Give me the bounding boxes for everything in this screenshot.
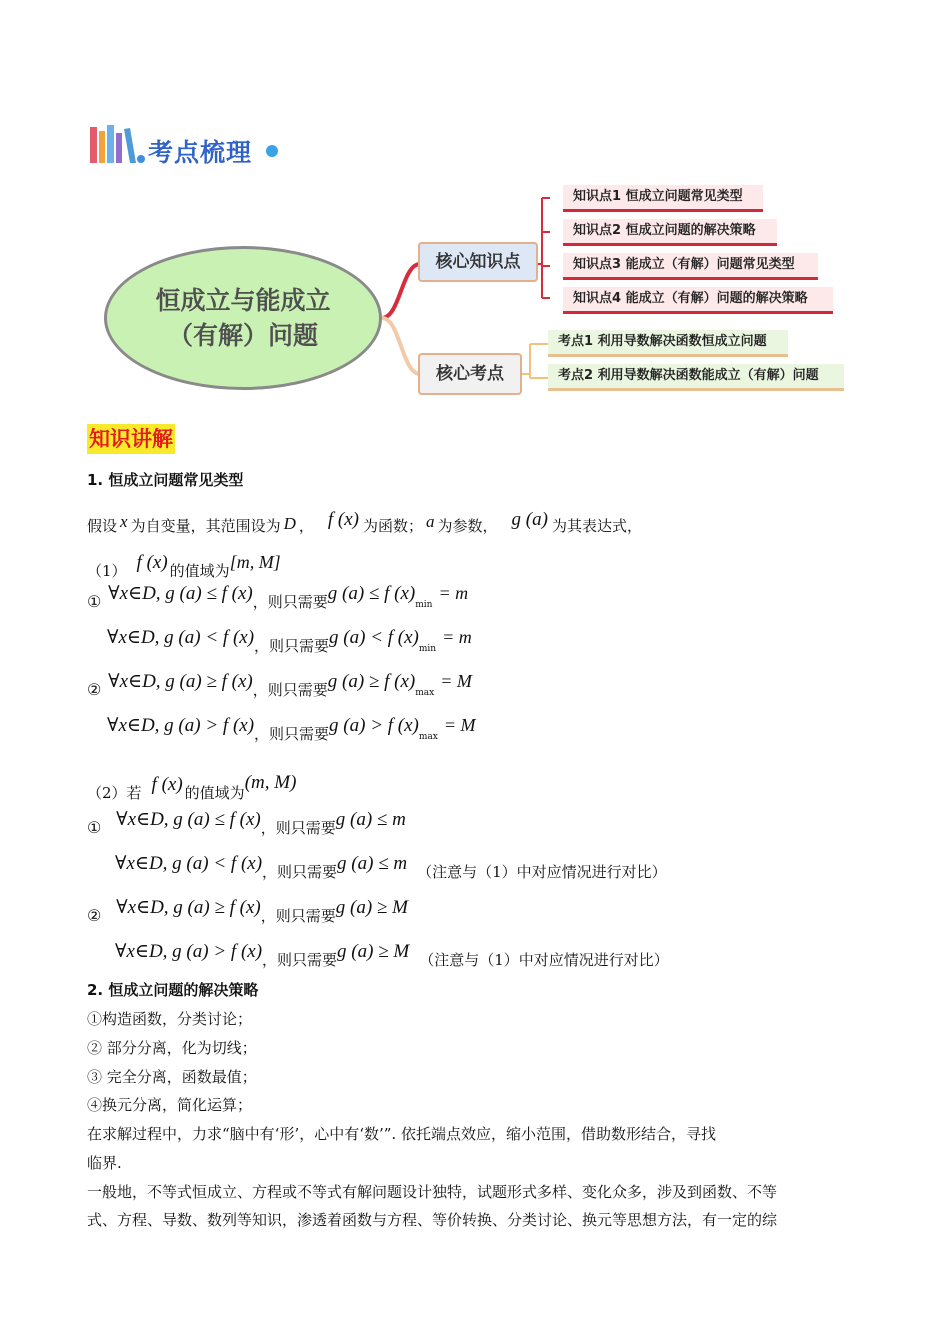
c1-row3: [87, 671, 472, 701]
s2-paragraph1-line2: 临界.: [87, 1154, 122, 1172]
case1-range: [m, M]: [229, 552, 281, 572]
mindmap-leaf-exam-2: 考点2 利用导数解决函数能成立（有解）问题: [548, 364, 844, 391]
s1-intro-line: [87, 509, 642, 536]
c2-row2: [115, 853, 667, 883]
mindmap-branch-knowledge: 核心知识点: [418, 242, 538, 282]
section-title: 知识讲解: [87, 424, 175, 454]
mindmap-leaf-exam-1: 考点1 利用导数解决函数恒成立问题: [548, 330, 788, 357]
c1-row1-lhs: ∀x∈D, g (a) ≤ f (x): [108, 583, 253, 604]
intro-fx: f (x): [327, 509, 359, 530]
intro-text-c: ，: [298, 517, 314, 535]
c1-row2-tail: = m: [442, 627, 472, 647]
c1-row3-rhs: g (a) ≥ f (x): [327, 671, 416, 692]
s2-item-1: ①构造函数，分类讨论；: [87, 1010, 253, 1028]
c1-row1: [87, 583, 469, 613]
intro-ga: g (a): [511, 509, 548, 530]
c2-row1-rhs: g (a) ≤ m: [335, 809, 406, 830]
c2-row2-then: ，则只需要: [262, 863, 338, 881]
c2-row3-circ: ②: [87, 906, 102, 925]
c1-row4-max: max: [418, 732, 438, 742]
c1-row4-tail: = M: [443, 715, 476, 735]
c2-row1-lhs: ∀x∈D, g (a) ≤ f (x): [116, 809, 261, 830]
intro-var-x: x: [120, 512, 128, 531]
c2-row3-then: ，则只需要: [260, 907, 336, 925]
mindmap-branch-exam: 核心考点: [418, 353, 522, 395]
s2-item-3: ③ 完全分离，函数最值；: [87, 1068, 257, 1086]
c1-row4: [107, 715, 476, 745]
c1-row2-rhs: g (a) < f (x): [329, 627, 419, 648]
mindmap-center-line1: 恒成立与能成立: [155, 286, 331, 315]
c1-row3-then: ，则只需要: [252, 681, 328, 699]
intro-var-D: D: [283, 514, 296, 533]
case2-fx: f (x): [151, 774, 183, 795]
c1-row4-rhs: g (a) > f (x): [329, 715, 419, 736]
c1-row4-then: ，则只需要: [254, 725, 330, 743]
c2-row4: [115, 941, 669, 971]
case1-label: （1）: [87, 562, 127, 580]
intro-text-b: 为自变量，其范围设为: [130, 517, 281, 535]
c2-row4-rhs: g (a) ≥ M: [337, 941, 410, 962]
c1-row2-lhs: ∀x∈D, g (a) < f (x): [107, 627, 255, 648]
s1-case2-line: [87, 772, 296, 803]
intro-text-f: 为其表达式，: [551, 517, 642, 535]
c2-row1-then: ，则只需要: [260, 819, 336, 837]
s2-item-2: ② 部分分离，化为切线；: [87, 1039, 257, 1057]
case2-text: 的值域为: [184, 784, 245, 802]
c2-row1: [87, 809, 406, 839]
intro-text-d: 为函数；: [363, 517, 424, 535]
intro-text-e: 为参数，: [437, 517, 498, 535]
c2-row3: [87, 897, 408, 927]
s1-heading: 1. 恒成立问题常见类型: [87, 471, 244, 489]
s2-item-4: ④换元分离，简化运算；: [87, 1096, 253, 1114]
mindmap-center-line2: （有解）问题: [167, 321, 318, 350]
c2-row4-lhs: ∀x∈D, g (a) > f (x): [115, 941, 263, 962]
c2-row1-circ: ①: [87, 818, 102, 837]
intro-text-a: 假设: [87, 517, 118, 535]
c1-row2-min: min: [418, 644, 437, 654]
c2-row2-lhs: ∀x∈D, g (a) < f (x): [115, 853, 263, 874]
mindmap-leaf-knowledge-4: 知识点4 能成立（有解）问题的解决策略: [563, 287, 833, 314]
case1-text: 的值域为: [169, 562, 230, 580]
c2-row3-rhs: g (a) ≥ M: [335, 897, 408, 918]
mindmap-leaf-knowledge-2: 知识点2 恒成立问题的解决策略: [563, 219, 777, 246]
c1-row2-then: ，则只需要: [254, 637, 330, 655]
s2-paragraph1-line1: 在求解过程中，力求“脑中有‘形’，心中有‘数’”. 依托端点效应，缩小范围，借助数形结合，寻找: [87, 1125, 716, 1143]
c1-row2: [107, 627, 472, 657]
c1-row3-circ: ②: [87, 680, 102, 699]
case1-fx: f (x): [136, 552, 168, 573]
c2-row2-note: （注意与（1）中对应情况进行对比）: [417, 863, 667, 881]
header-dot-icon: [266, 145, 278, 157]
header-books-icon: [88, 123, 146, 165]
s1-case1-line: [87, 552, 281, 581]
intro-var-a: a: [426, 512, 435, 531]
c1-row3-lhs: ∀x∈D, g (a) ≥ f (x): [108, 671, 253, 692]
c1-row4-lhs: ∀x∈D, g (a) > f (x): [107, 715, 255, 736]
c1-row3-tail: = M: [440, 671, 472, 691]
case2-range: (m, M): [244, 772, 297, 793]
c2-row2-rhs: g (a) ≤ m: [337, 853, 408, 874]
mindmap-leaf-knowledge-3: 知识点3 能成立（有解）问题常见类型: [563, 253, 818, 280]
mindmap-center-text: [104, 283, 382, 353]
c1-row1-circ: ①: [87, 592, 102, 611]
mindmap-leaf-knowledge-1: 知识点1 恒成立问题常见类型: [563, 185, 763, 212]
c2-row4-note: （注意与（1）中对应情况进行对比）: [419, 951, 669, 969]
c1-row3-max: max: [415, 688, 435, 698]
s2-heading: 2. 恒成立问题的解决策略: [87, 981, 259, 999]
header-title: 考点梳理: [148, 138, 253, 167]
c2-row4-then: ，则只需要: [262, 951, 338, 969]
c1-row1-then: ，则只需要: [252, 593, 328, 611]
c1-row1-min: min: [415, 600, 433, 610]
c1-row1-tail: = m: [438, 583, 469, 603]
case2-label: （2）若: [87, 784, 142, 802]
c1-row1-rhs: g (a) ≤ f (x): [327, 583, 416, 604]
s2-paragraph2-line2: 式、方程、导数、数列等知识，渗透着函数与方程、等价转换、分类讨论、换元等思想方法，有一定的综: [87, 1211, 778, 1229]
c2-row3-lhs: ∀x∈D, g (a) ≥ f (x): [116, 897, 261, 918]
s2-paragraph2-line1: 一般地，不等式恒成立、方程或不等式有解问题设计独特，试题形式多样、变化众多，涉及到函数、不等: [87, 1183, 778, 1201]
